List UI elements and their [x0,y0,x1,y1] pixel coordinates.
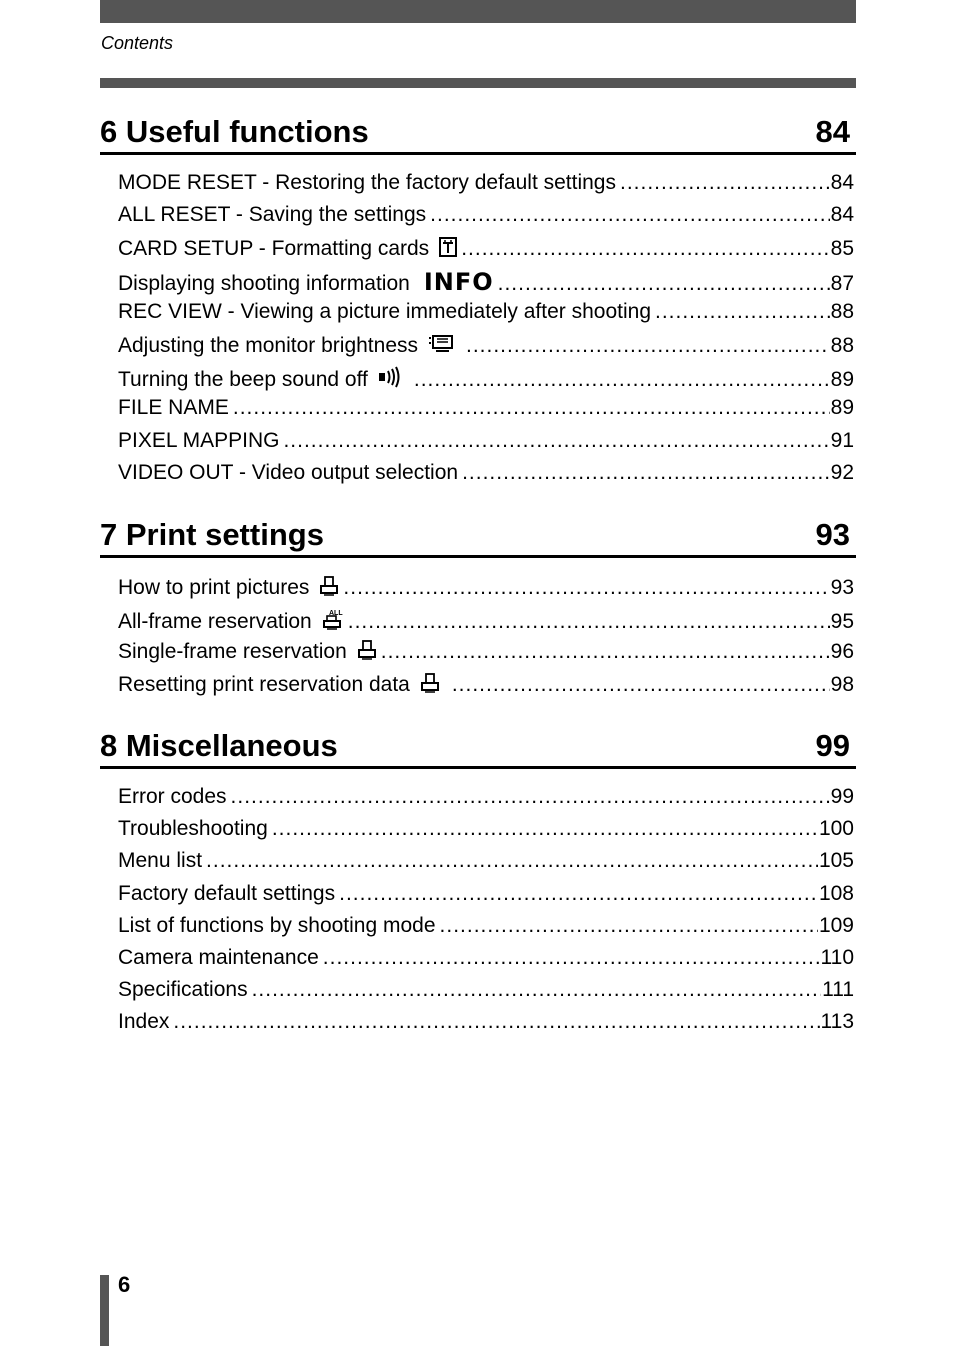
toc-entry[interactable] [118,606,854,638]
toc-entry-label: ALL RESET - Saving the settings [118,203,427,227]
toc-entry-page: 89 [830,368,854,392]
toc-entry-label: All-frame reservation [118,610,312,634]
toc-entry-page: 99 [830,785,854,808]
toc-entry[interactable] [118,461,854,493]
dot-leader [655,300,830,324]
dot-leader [272,817,818,841]
dot-leader [323,946,820,970]
toc-entry-page: 96 [830,640,854,664]
dot-leader [206,849,818,873]
dot-leader [252,978,822,1002]
footer-bar [100,1275,109,1346]
dot-leader [414,368,830,392]
toc-entry-label: REC VIEW - Viewing a picture immediately after shooting [118,299,651,323]
section-print-settings [100,515,856,703]
toc-entry-page: 88 [830,333,854,357]
toc-entry-label: Turning the beep sound off [118,368,368,392]
section-miscellaneous [100,726,856,1043]
running-header: Contents [101,33,174,53]
toc-list [118,785,854,1043]
dot-leader [348,610,830,634]
dot-leader [339,882,818,906]
toc-entry-page: 87 [830,271,854,295]
section-page[interactable]: 99 [815,728,850,763]
toc-entry-page: 98 [830,672,854,696]
toc-entry-label: Menu list [118,849,203,873]
toc-entry-label: Resetting print reservation data [118,672,410,696]
toc-list [118,574,854,703]
toc-entry-label: Error codes [118,785,227,808]
toc-entry-page: 93 [830,576,854,599]
toc-entry[interactable] [118,785,854,817]
section-heading [100,515,856,558]
info-badge-text: INFO [423,267,494,296]
toc-entry[interactable] [118,300,854,332]
print-icon [357,640,377,660]
toc-entry-page: 108 [818,881,854,905]
section-heading [100,726,856,769]
toc-entry-page: 91 [830,428,854,452]
toc-entry-label: CARD SETUP - Formatting cards [118,237,430,261]
toc-entry-page: 92 [830,460,854,484]
print-icon [319,576,339,596]
toc-entry[interactable] [118,1010,854,1042]
toc-entry[interactable] [118,638,854,670]
section-heading [100,112,856,155]
toc-entry-label: How to print pictures [118,576,310,599]
section-useful-functions [100,112,856,493]
toc-entry-page: 110 [820,945,854,969]
section-title[interactable]: 6 Useful functions [100,114,369,149]
toc-entry-label: Single-frame reservation [118,640,347,664]
toc-entry[interactable] [118,235,854,267]
toc-entry-page: 88 [830,299,854,323]
toc-entry[interactable] [118,882,854,914]
svg-text:ALL: ALL [328,610,343,618]
header-rule [100,78,856,88]
dot-leader [381,640,830,664]
dot-leader [498,272,830,296]
toc-entry[interactable] [118,203,854,235]
toc-entry[interactable] [118,946,854,978]
toc-list [118,171,854,493]
section-title[interactable]: 8 Miscellaneous [100,728,338,763]
toc-entry-label: VIDEO OUT - Video output selection [118,460,459,484]
section-page[interactable]: 93 [815,517,850,552]
toc-entry[interactable] [118,396,854,428]
dot-leader [462,461,830,485]
toc-entry[interactable] [118,817,854,849]
section-page[interactable]: 84 [815,114,850,149]
dot-leader [440,914,818,938]
dot-leader [231,785,830,809]
toc-entry[interactable] [118,978,854,1010]
info-badge-icon [424,268,494,296]
toc-entry-label: Factory default settings [118,881,336,905]
toc-entry-label: PIXEL MAPPING [118,428,280,452]
toc-entry-page: 85 [830,237,854,261]
toc-entry-label: Camera maintenance [118,945,319,969]
toc-entry[interactable] [118,849,854,881]
toc-entry-page: 111 [822,978,854,1002]
card-setup-icon [439,237,457,257]
toc-entry-label: Adjusting the monitor brightness [118,333,418,357]
print-icon [420,673,440,693]
section-title[interactable]: 7 Print settings [100,517,324,552]
toc-entry-label: Displaying shooting information [118,271,410,295]
toc-entry-page: 100 [818,817,854,841]
toc-entry-page: 105 [818,849,854,873]
page-number: 6 [118,1272,131,1297]
toc-entry-label: Specifications [118,978,248,1002]
dot-leader [620,171,830,195]
print-all-icon [322,608,344,630]
dot-leader [430,203,829,227]
dot-leader [173,1010,819,1034]
toc-entry[interactable] [118,574,854,606]
toc-entry-label: Index [118,1010,170,1034]
top-bar [100,0,856,23]
toc-entry[interactable] [118,429,854,461]
dot-leader [233,396,830,420]
toc-entry[interactable] [118,268,854,300]
dot-leader [343,576,829,600]
toc-entry[interactable] [118,671,854,703]
toc-entry-page: 84 [830,171,854,194]
toc-entry-page: 95 [830,610,854,634]
dot-leader [466,334,830,358]
toc-entry-label: MODE RESET - Restoring the factory default settings [118,171,616,194]
beep-sound-icon [378,366,402,388]
dot-leader [452,673,830,697]
toc-entry-label: FILE NAME [118,396,229,420]
dot-leader [283,429,829,453]
toc-entry-page: 89 [830,396,854,420]
toc-entry-page: 84 [830,203,854,227]
toc-entry-label: Troubleshooting [118,817,268,841]
monitor-brightness-icon [428,334,454,354]
toc-entry-page: 109 [818,913,854,937]
toc-entry-page: 113 [820,1010,854,1034]
dot-leader [461,237,829,261]
toc-entry[interactable] [118,914,854,946]
toc-entry[interactable] [118,171,854,203]
toc-entry-label: List of functions by shooting mode [118,913,436,937]
toc-entry[interactable] [118,364,854,396]
toc-entry[interactable] [118,332,854,364]
